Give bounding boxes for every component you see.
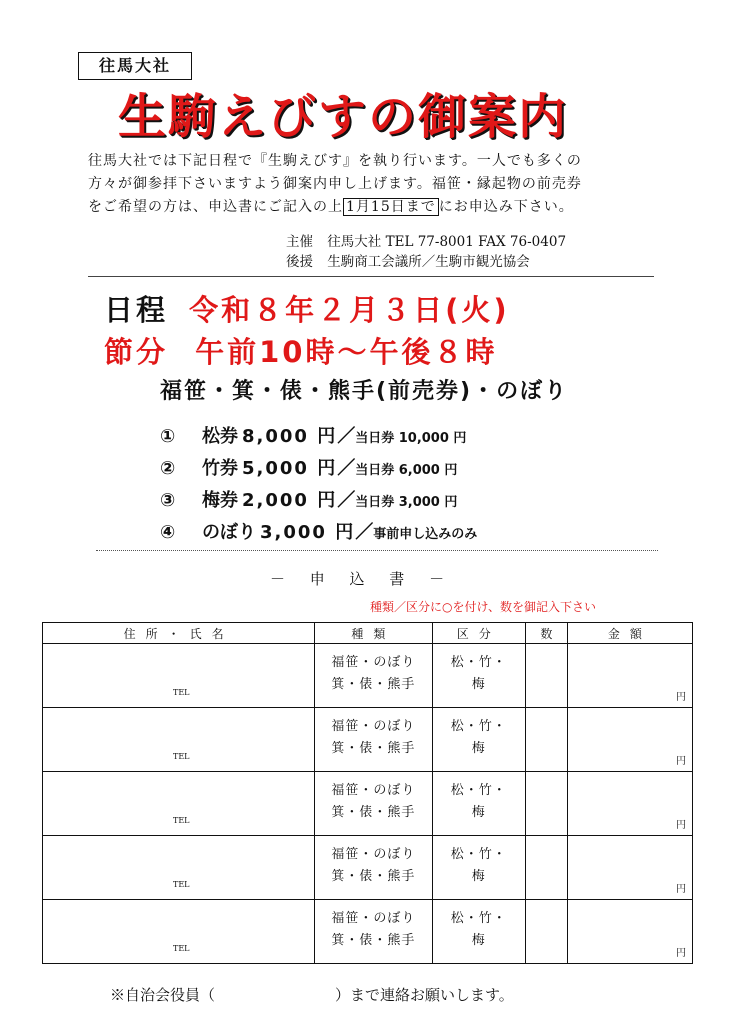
price-note: 事前申し込みのみ <box>373 527 478 542</box>
category-field[interactable] <box>432 772 525 836</box>
shrine-label: 往馬大社 <box>78 52 192 80</box>
type-line-2: 箕・俵・熊手 <box>331 869 416 884</box>
category-line-1: 松・竹・ <box>450 655 507 670</box>
deadline-box: 1月15日まで <box>343 198 439 216</box>
category-line-1: 松・竹・ <box>450 847 507 862</box>
category-field[interactable] <box>432 836 525 900</box>
price-sep: ／ <box>337 426 356 447</box>
price-amount: 2,000 円 <box>242 490 338 511</box>
category-line-1: 松・竹・ <box>450 783 507 798</box>
host-text: 往馬大社 TEL 77-8001 FAX 76-0407 <box>327 234 567 250</box>
yen-label: 円 <box>676 756 686 767</box>
address-field[interactable] <box>43 644 315 708</box>
table-header-row <box>43 623 693 644</box>
intro-line-3 <box>88 196 574 216</box>
type-line-2: 箕・俵・熊手 <box>331 805 416 820</box>
price-num: ② <box>160 458 176 479</box>
amount-field[interactable] <box>567 836 692 900</box>
amount-field[interactable] <box>567 644 692 708</box>
address-field[interactable] <box>43 772 315 836</box>
tel-label: TEL <box>173 752 190 761</box>
type-line-1: 福笹・のぼり <box>331 847 416 862</box>
price-name: 梅券 <box>202 490 238 511</box>
type-line-1: 福笹・のぼり <box>331 911 416 926</box>
type-field[interactable] <box>315 900 432 964</box>
type-field[interactable] <box>315 708 432 772</box>
address-field[interactable] <box>43 836 315 900</box>
yen-label: 円 <box>676 948 686 959</box>
price-row <box>160 422 466 448</box>
page-title: 生駒えびすの御案内 <box>118 89 569 145</box>
intro-line-2: 方々が御参拝下さいますよう御案内申し上げます。福笹・縁起物の前売券 <box>88 176 582 192</box>
type-field[interactable] <box>315 836 432 900</box>
amount-field[interactable] <box>567 900 692 964</box>
table-row <box>43 644 693 708</box>
schedule-time <box>104 330 497 371</box>
type-line-1: 福笹・のぼり <box>331 719 416 734</box>
tel-label: TEL <box>173 816 190 825</box>
price-name: 竹券 <box>202 458 238 479</box>
schedule-time-value: 午前10時～午後８時 <box>195 335 498 369</box>
support-text: 生駒商工会議所／生駒市観光協会 <box>327 254 530 270</box>
table-row <box>43 772 693 836</box>
address-field[interactable] <box>43 708 315 772</box>
form-title: － 申 込 書 － <box>270 570 455 588</box>
price-num: ① <box>160 426 176 447</box>
header-type: 種類 <box>315 623 432 644</box>
tel-label: TEL <box>173 880 190 889</box>
items-title: 福笹・箕・俵・熊手(前売券)・のぼり <box>160 379 569 404</box>
price-note: 当日券 3,000 円 <box>355 495 458 510</box>
header-address: 住所・氏名 <box>43 623 315 644</box>
price-note: 当日券 6,000 円 <box>355 463 458 478</box>
intro-line-3-before: をご希望の方は、申込書にご記入の上 <box>88 199 343 215</box>
price-amount: 5,000 円 <box>242 458 338 479</box>
yen-label: 円 <box>676 820 686 831</box>
table-row <box>43 708 693 772</box>
price-sep: ／ <box>337 490 356 511</box>
type-line-2: 箕・俵・熊手 <box>331 677 416 692</box>
header-quantity: 数 <box>526 623 568 644</box>
price-note: 当日券 10,000 円 <box>355 431 467 446</box>
intro-line-1: 往馬大社では下記日程で『生駒えびす』を執り行います。一人でも多くの <box>88 153 582 169</box>
price-num: ④ <box>160 522 176 543</box>
category-line-2: 梅 <box>471 677 486 692</box>
table-row <box>43 836 693 900</box>
header-amount: 金額 <box>567 623 692 644</box>
schedule-label: 日程 <box>104 293 169 327</box>
amount-field[interactable] <box>567 772 692 836</box>
yen-label: 円 <box>676 692 686 703</box>
type-line-1: 福笹・のぼり <box>331 783 416 798</box>
price-sep: ／ <box>337 458 356 479</box>
category-line-2: 梅 <box>471 933 486 948</box>
type-line-2: 箕・俵・熊手 <box>331 933 416 948</box>
table-row <box>43 900 693 964</box>
support-label: 後援 <box>286 254 313 270</box>
category-line-2: 梅 <box>471 869 486 884</box>
category-line-1: 松・竹・ <box>450 911 507 926</box>
order-form-table <box>42 622 693 964</box>
category-field[interactable] <box>432 900 525 964</box>
host-line <box>286 230 566 250</box>
intro-line-3-after: にお申込み下さい。 <box>438 199 574 215</box>
type-line-1: 福笹・のぼり <box>331 655 416 670</box>
address-field[interactable] <box>43 900 315 964</box>
quantity-field[interactable] <box>526 900 568 964</box>
category-field[interactable] <box>432 708 525 772</box>
header-category: 区分 <box>432 623 525 644</box>
price-row <box>160 486 457 512</box>
support-line <box>286 250 530 270</box>
price-num: ③ <box>160 490 176 511</box>
category-line-2: 梅 <box>471 805 486 820</box>
price-name: 松券 <box>202 426 238 447</box>
quantity-field[interactable] <box>526 772 568 836</box>
quantity-field[interactable] <box>526 836 568 900</box>
price-row <box>160 454 457 480</box>
divider-dotted <box>96 550 658 551</box>
quantity-field[interactable] <box>526 644 568 708</box>
host-label: 主催 <box>286 234 313 250</box>
schedule-date-value: 令和８年２月３日(火) <box>189 293 510 327</box>
price-amount: 8,000 円 <box>242 426 338 447</box>
form-note: 種類／区分に○を付け、数を御記入下さい <box>370 600 596 614</box>
schedule-event: 節分 <box>104 335 169 369</box>
type-field[interactable] <box>315 644 432 708</box>
price-name: のぼり <box>202 522 256 543</box>
tel-label: TEL <box>173 688 190 697</box>
amount-field[interactable] <box>567 708 692 772</box>
type-field[interactable] <box>315 772 432 836</box>
type-line-2: 箕・俵・熊手 <box>331 741 416 756</box>
price-amount: 3,000 円 <box>260 522 356 543</box>
tel-label: TEL <box>173 944 190 953</box>
footer-note: ※自治会役員（ ）まで連絡お願いします。 <box>110 986 514 1004</box>
price-sep: ／ <box>355 522 374 543</box>
category-field[interactable] <box>432 644 525 708</box>
quantity-field[interactable] <box>526 708 568 772</box>
schedule-date <box>104 288 510 329</box>
price-row <box>160 518 477 544</box>
category-line-2: 梅 <box>471 741 486 756</box>
category-line-1: 松・竹・ <box>450 719 507 734</box>
divider-top <box>88 276 654 277</box>
yen-label: 円 <box>676 884 686 895</box>
